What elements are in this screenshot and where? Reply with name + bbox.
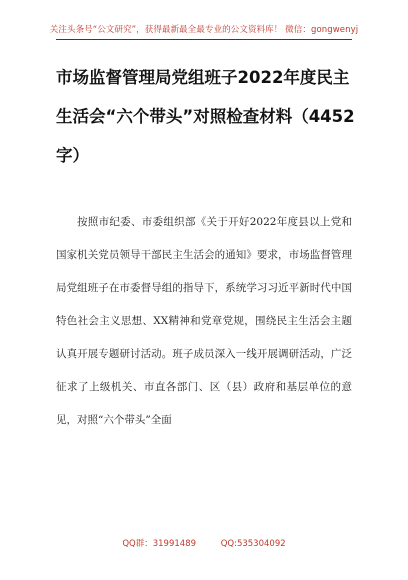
document-title: 市场监督管理局党组班子2022年度民主生活会“六个带头”对照检查材料（4452字） [56, 68, 355, 165]
promo-banner: 关注头条号“公文研究”，获得最新最全最专业的公文资料库！ 微信：gongwenyj [49, 25, 359, 35]
footer-contacts [0, 537, 408, 549]
footer-qq-group: QQ群：31991489 [122, 539, 197, 549]
body-paragraph: 按照市纪委、市委组织部《关于开好2022年度县以上党和国家机关党员领导干部民主生活会的通知》要求，市场监督管理局党组班子在市委督导组的指导下，系统学习习近平新时代中国特色社会主义思想、XX精神和党章党规，围绕民主生活会主题认真开展专题研讨活动。班子成员深入一线开展调研活动，广泛征求了上级机关、市直各部门、区（县）政府和基层单位的意见，对照“六个带头”全面 [56, 216, 352, 426]
footer-qq-number: QQ:535304092 [220, 539, 286, 549]
header-divider [56, 39, 352, 40]
